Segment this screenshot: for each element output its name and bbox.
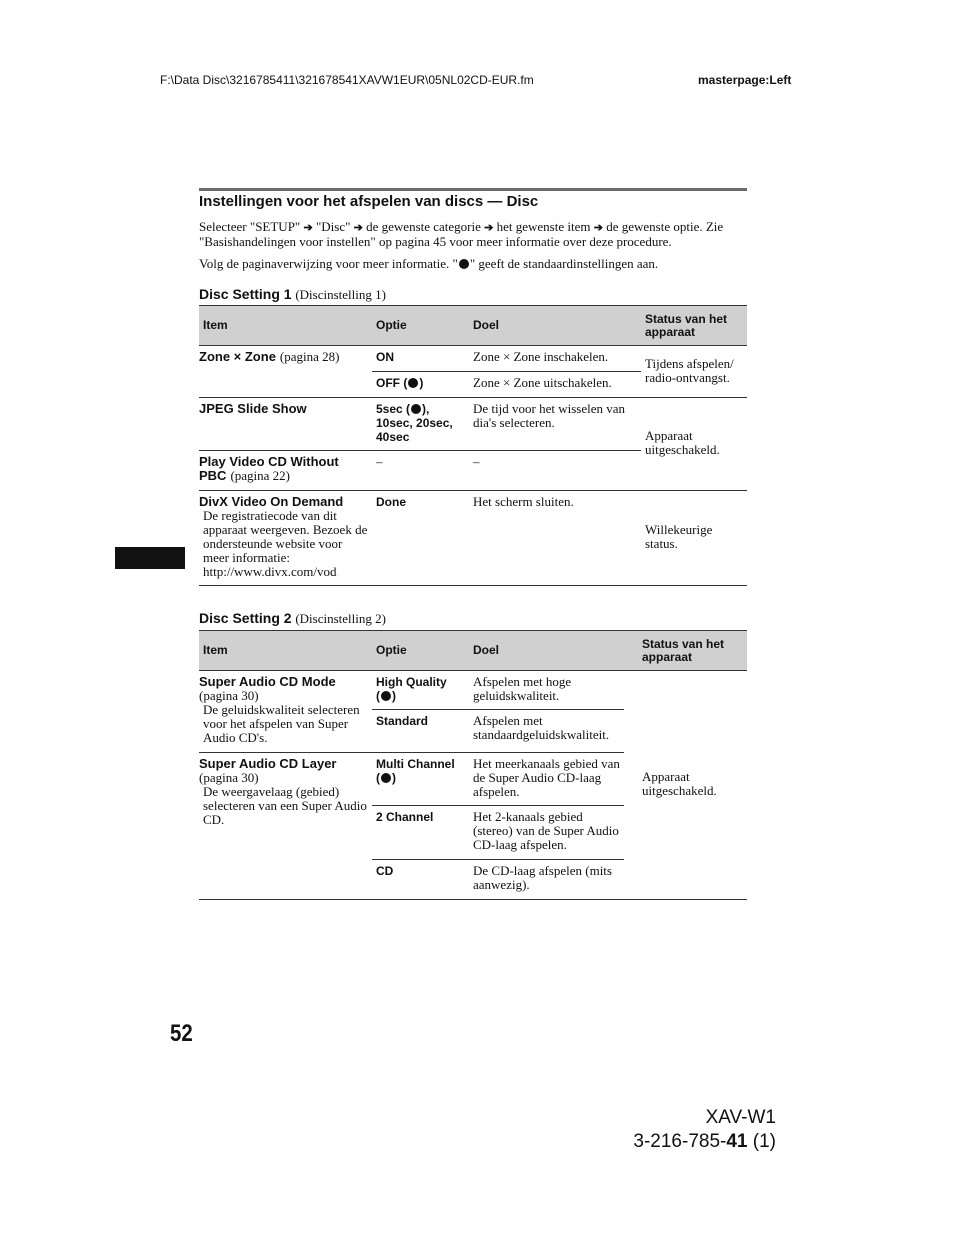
page-number: 52 [170,1020,193,1047]
option-cell: Multi Channel ( ) [372,753,469,806]
model-code-block [633,1106,776,1154]
item-title: JPEG Slide Show [199,401,307,416]
table-row [199,671,747,710]
default-marker-icon [459,259,469,269]
default-note-text: Volg de paginaverwijzing voor meer informatie. " [199,256,458,271]
page-reference: (pagina 30) [199,688,259,703]
item-title: Super Audio CD Mode [199,674,336,689]
item-description: De weergavelaag (gebied) selecteren van een Super Audio CD. [203,784,367,827]
intro-text: de gewenste optie. Zie [606,219,724,234]
option-label: 2 Channel [376,810,434,824]
default-marker-icon [408,378,418,388]
header-status: Status van het apparaat [641,306,747,346]
default-note-text: " geeft de standaardinstellingen aan. [469,256,659,271]
item-description: De registratiecode van dit apparaat weergeven. Bezoek de ondersteunde website voor meer informatie: http://www.divx.com/vod [203,508,368,579]
masterpage-label: masterpage:Left [698,73,792,87]
default-marker-icon [381,691,391,701]
goal-cell: – [473,454,480,469]
item-title: Play Video CD Without PBC [199,454,339,483]
item-title: DivX Video On Demand [199,494,344,509]
item-description: De geluidskwaliteit selecteren voor het afspelen van Super Audio CD's. [203,702,360,745]
model-name: XAV-W1 [705,1107,776,1128]
status-cell: Apparaat uitgeschakeld. [642,769,717,798]
header-goal: Doel [469,631,624,671]
option-label: High Quality [376,675,447,689]
option-label: Standard [376,714,429,728]
option-cell [372,860,469,900]
option-label: 10sec, 20sec, 40sec [376,416,453,444]
item-cell [199,491,372,586]
option-cell [372,346,469,372]
intro-text: Selecteer "SETUP" [199,219,301,234]
table-subtitle: (Discinstelling 1) [295,287,386,302]
option-label: Done [376,495,406,509]
option-cell: – [376,454,383,469]
table-row [199,398,747,451]
item-cell [199,398,372,451]
intro-paragraph [199,220,747,249]
option-cell [372,710,469,753]
option-label: ) [419,376,424,390]
header-option: Optie [372,631,469,671]
default-marker-icon [381,773,391,783]
goal-cell: Afspelen met standaardgeluidskwaliteit. [473,713,610,742]
disc-setting-1-table [199,305,747,586]
section-title-rule [199,188,747,191]
arrow-right-icon: ➔ [484,222,494,234]
header-status: Status van het apparaat [624,631,747,671]
header-item: Item [199,631,372,671]
item-cell [199,346,372,398]
header-item: Item [199,306,372,346]
code-bold: 41 [726,1131,748,1152]
table-header-row [199,631,747,671]
option-cell: High Quality ( ) [372,671,469,710]
file-path-header: F:\Data Disc\3216785411\321678541XAVW1EUR\05NL02CD-EUR.fm [160,73,534,87]
page-reference: (pagina 30) [199,770,259,785]
intro-text: het gewenste item [496,219,591,234]
table-header-row [199,306,747,346]
option-label: ), [422,402,430,416]
option-label: OFF ( [376,376,408,390]
table-subtitle: (Discinstelling 2) [295,611,386,626]
chapter-tab-marker [115,547,185,569]
option-cell [372,398,469,451]
status-cell: Willekeurige status. [645,522,713,551]
intro-text: "Disc" [315,219,351,234]
goal-cell: Het scherm sluiten. [473,494,574,509]
goal-cell: Afspelen met hoge geluidskwaliteit. [469,671,624,710]
arrow-right-icon: ➔ [593,222,603,234]
item-title: Zone × Zone [199,349,276,364]
section-title: Instellingen voor het afspelen van discs — Disc [199,193,539,210]
option-label: 5sec ( [376,402,411,416]
arrow-right-icon: ➔ [303,222,313,234]
header-option: Optie [372,306,469,346]
goal-cell: Zone × Zone inschakelen. [469,346,641,372]
option-label: CD [376,864,394,878]
header-goal: Doel [469,306,641,346]
option-cell [372,372,469,398]
document-code [633,1130,776,1154]
goal-cell: Het 2-kanaals gebied (stereo) van de Super Audio CD-laag afspelen. [469,806,624,860]
default-note [199,257,747,271]
item-cell [199,671,372,753]
option-cell [372,491,469,586]
item-cell [199,451,372,491]
default-marker-icon [411,404,421,414]
table-title-disc-setting-2 [199,610,386,628]
intro-text: de gewenste categorie [366,219,481,234]
status-cell: Apparaat uitgeschakeld. [645,428,720,457]
item-title: Super Audio CD Layer [199,756,337,771]
item-cell [199,753,372,900]
option-cell [372,806,469,860]
goal-cell: Het meerkanaals gebied van de Super Audio CD-laag afspelen. [469,753,624,806]
goal-cell: De CD-laag afspelen (mits aanwezig). [473,863,612,892]
code-suffix: (1) [747,1131,776,1152]
page-reference: (pagina 22) [230,468,291,483]
table-title: Disc Setting 1 [199,286,292,302]
arrow-right-icon: ➔ [353,222,363,234]
status-cell: Tijdens afspelen/ radio-ontvangst. [645,355,734,385]
code-prefix: 3-216-785- [633,1131,727,1152]
table-row [199,491,747,586]
page-reference: (pagina 28) [279,349,340,364]
table-row [199,346,747,372]
option-label: ON [376,350,394,364]
goal-cell: Zone × Zone uitschakelen. [473,375,612,390]
table-title: Disc Setting 2 [199,610,292,626]
intro-text: "Basishandelingen voor instellen" op pagina 45 voor meer informatie over deze procedure. [199,234,672,249]
table-title-disc-setting-1 [199,286,386,304]
option-label: Multi Channel [376,757,455,771]
goal-cell: De tijd voor het wisselen van dia's selecteren. [469,398,641,451]
disc-setting-2-table [199,630,747,900]
